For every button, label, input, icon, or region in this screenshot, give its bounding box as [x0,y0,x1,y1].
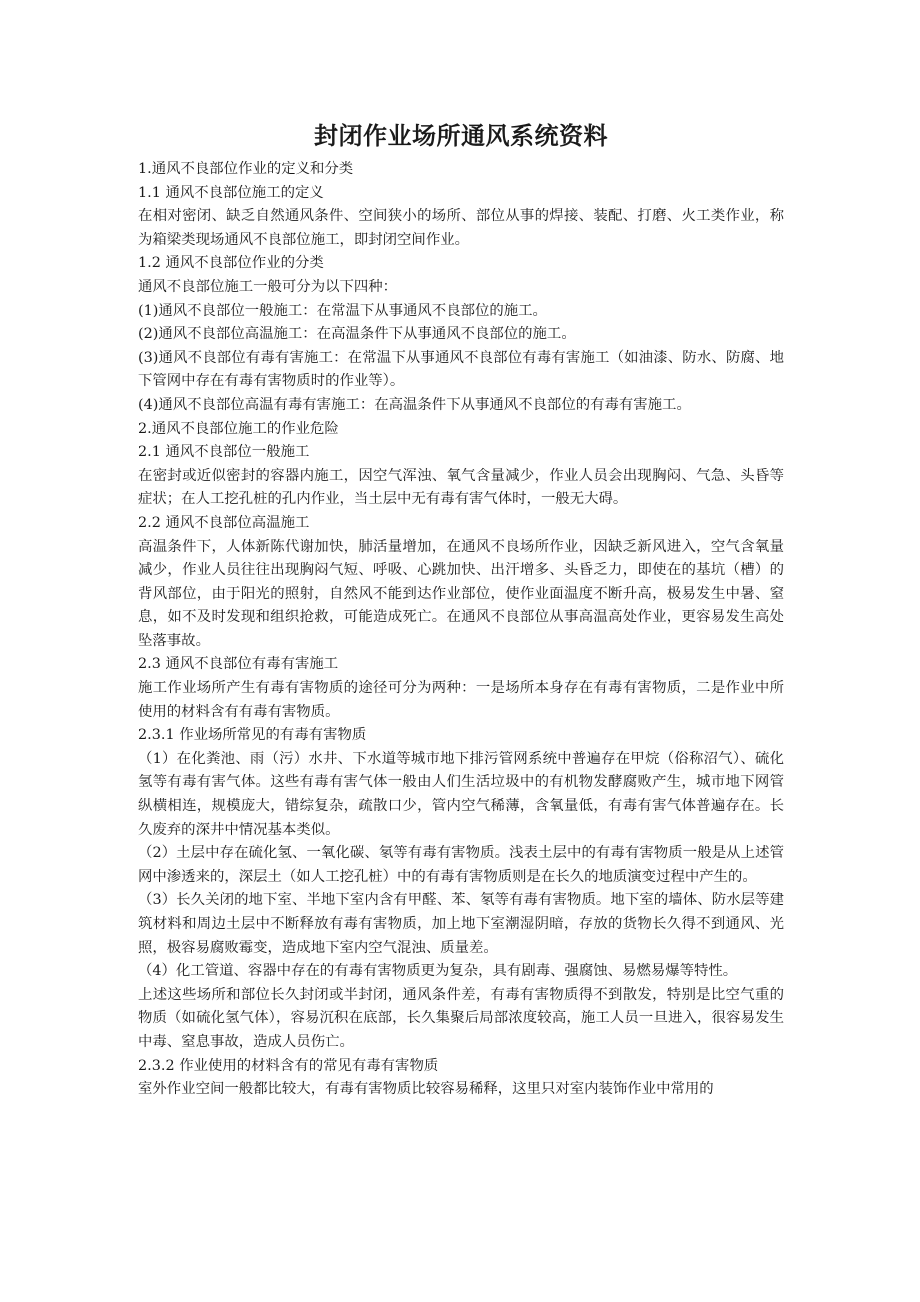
subsection-heading: 2.2 通风不良部位高温施工 [138,514,310,531]
subsection-heading: 2.3.1 作业场所常见的有毒有害物质 [138,727,367,744]
paragraph: 施工作业场所产生有毒有害物质的途径可分为两种：一是场所本身存在有毒有害物质，二是作业中所使用的材料含有有毒有害物质。 [138,680,784,720]
paragraph: 通风不良部位施工一般可分为以下四种： [138,278,398,295]
subsection-heading: 1.1 通风不良部位施工的定义 [138,184,324,201]
document-body [138,158,784,1102]
subsection-heading: 2.3.2 作业使用的材料含有的常见有毒有害物质 [138,1057,439,1074]
paragraph: 室外作业空间一般都比较大，有毒有害物质比较容易稀释，这里只对室内装饰作业中常用的 [138,1081,714,1098]
document-page [138,116,784,1102]
list-item: （2）土层中存在硫化氢、一氧化碳、氡等有毒有害物质。浅表土层中的有毒有害物质一般是从上述管网中渗透来的，深层土（如人工挖孔桩）中的有毒有害物质则是在长久的地质演变过程中产生的。 [138,845,784,885]
paragraph: 上述这些场所和部位长久封闭或半封闭，通风条件差，有毒有害物质得不到散发，特别是比空气重的物质（如硫化氢气体），容易沉积在底部，长久集聚后局部浓度较高，施工人员一旦进入，很容易发生中毒、窒息事故，造成人员伤亡。 [138,986,784,1050]
subsection-heading: 2.1 通风不良部位一般施工 [138,444,310,461]
list-item: (2)通风不良部位高温施工：在高温条件下从事通风不良部位的施工。 [138,326,576,343]
section-heading: 1.通风不良部位作业的定义和分类 [138,161,354,177]
list-item: (3)通风不良部位有毒有害施工：在常温下从事通风不良部位有毒有害施工（如油漆、防水、防腐、地下管网中存在有毒有害物质时的作业等）。 [138,349,784,390]
document-title: 封闭作业场所通风系统资料 [314,122,608,150]
paragraph: 在相对密闭、缺乏自然通风条件、空间狭小的场所、部位从事的焊接、装配、打磨、火工类作业，称为箱梁类现场通风不良部位施工，即封闭空间作业。 [138,208,784,248]
subsection-heading: 1.2 通风不良部位作业的分类 [138,255,324,272]
paragraph: 高温条件下，人体新陈代谢加快，肺活量增加，在通风不良场所作业，因缺乏新风进入，空气含氧量减少，作业人员往往出现胸闷气短、呼吸、心跳加快、出汗增多、头昏乏力，即使在的基坑（槽）的背风部位，由于阳光的照射，自然风不能到达作业部位，使作业面温度不断升高，极易发生中暑、窒息，如不及时发现和组织抢救，可能造成死亡。在通风不良部位从事高温高处作业，更容易发生高处坠落事故。 [138,538,784,649]
list-item: (4)通风不良部位高温有毒有害施工：在高温条件下从事通风不良部位的有毒有害施工。 [138,396,691,413]
list-item: （1）在化粪池、雨（污）水井、下水道等城市地下排污管网系统中普遍存在甲烷（俗称沼气）、硫化氢等有毒有害气体。这些有毒有害气体一般由人们生活垃圾中的有机物发酵腐败产生，城市地下网管纵横相连，规模庞大，错综复杂，疏散口少，管内空气稀薄，含氧量低，有毒有害气体普遍存在。长久废弃的深井中情况基本类似。 [138,750,784,838]
list-item: （3）长久关闭的地下室、半地下室内含有甲醛、苯、氡等有毒有害物质。地下室的墙体、防水层等建筑材料和周边土层中不断释放有毒有害物质，加上地下室潮湿阴暗，存放的货物长久得不到通风、光照，极容易腐败霉变，造成地下室内空气混浊、质量差。 [138,892,784,956]
paragraph: 在密封或近似密封的容器内施工，因空气浑浊、氧气含量减少，作业人员会出现胸闷、气急、头昏等症状；在人工挖孔桩的孔内作业，当土层中无有毒有害气体时，一般无大碍。 [138,467,784,508]
list-item: （4）化工管道、容器中存在的有毒有害物质更为复杂，具有剧毒、强腐蚀、易燃易爆等特性。 [138,963,738,980]
subsection-heading: 2.3 通风不良部位有毒有害施工 [138,656,339,673]
list-item: (1)通风不良部位一般施工：在常温下从事通风不良部位的施工。 [138,302,547,319]
section-heading: 2.通风不良部位施工的作业危险 [138,420,339,437]
